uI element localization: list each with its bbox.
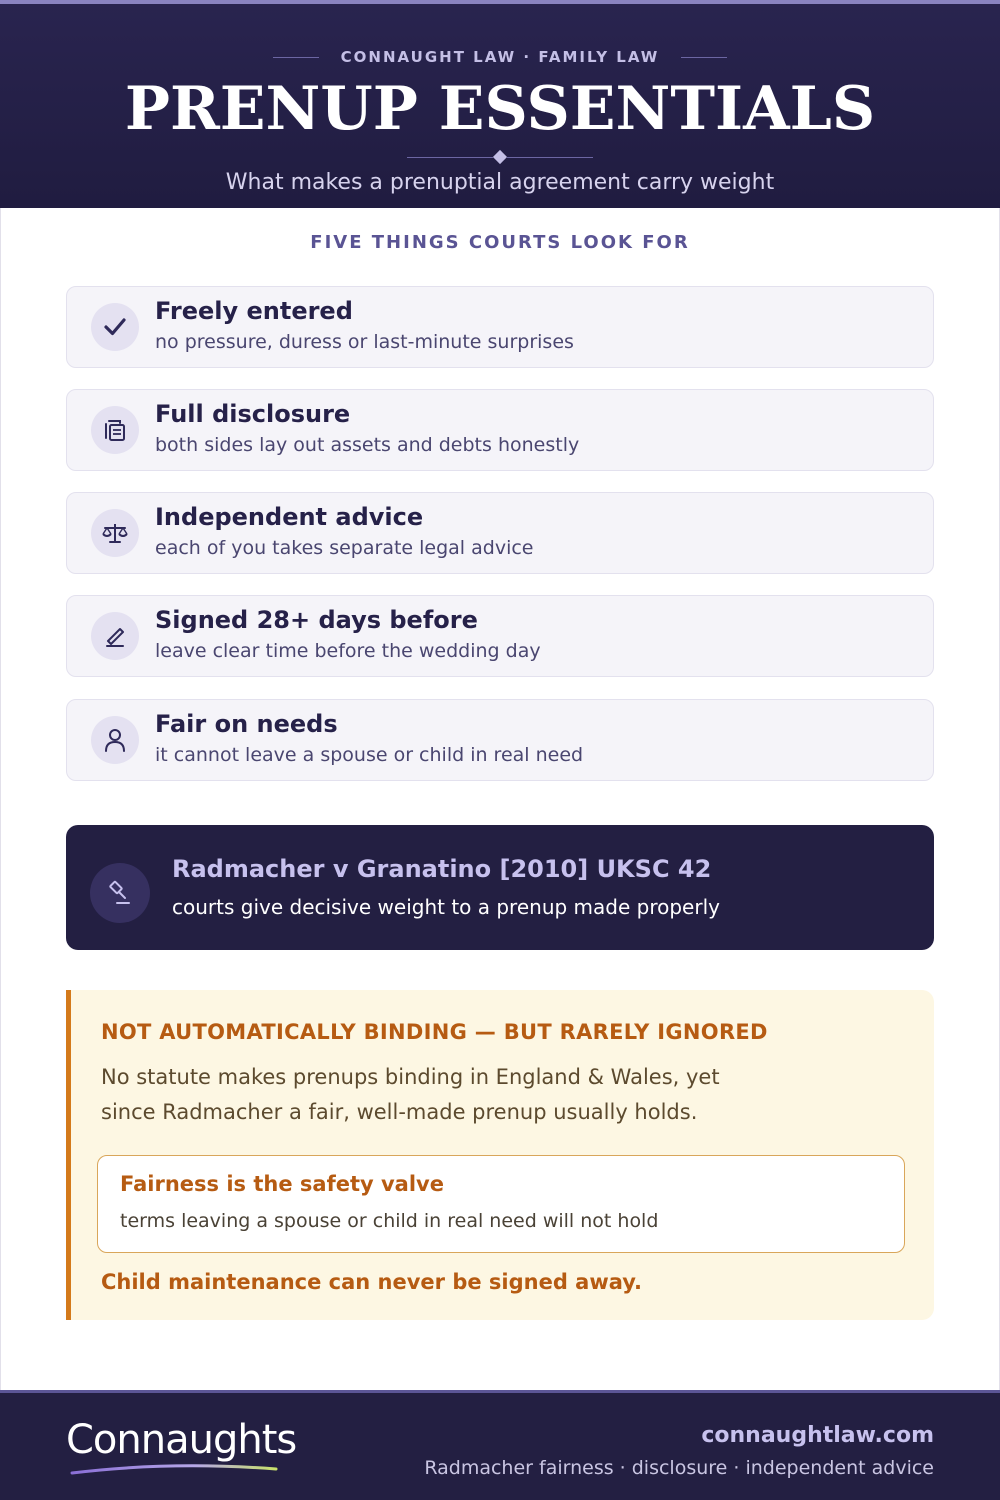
card-description: it cannot leave a spouse or child in real need <box>155 744 584 766</box>
kicker-line-right <box>681 57 727 58</box>
page-title: PRENUP ESSENTIALS <box>124 74 876 144</box>
kicker-row <box>0 48 1000 66</box>
criteria-card-independent-advice <box>66 492 934 574</box>
warning-callout <box>66 990 934 1320</box>
pen-icon <box>91 612 139 660</box>
warning-body <box>101 1060 741 1130</box>
card-title: Freely entered <box>155 297 353 325</box>
gavel-icon <box>90 863 150 923</box>
card-description: each of you takes separate legal advice <box>155 537 534 559</box>
card-description: leave clear time before the wedding day <box>155 640 541 662</box>
warning-body-line: since Radmacher a fair, well-made prenup usually holds. <box>101 1100 698 1124</box>
criteria-card-fair-on-needs <box>66 699 934 781</box>
criteria-card-signed-28-days <box>66 595 934 677</box>
logo-swoosh-icon <box>70 1463 280 1477</box>
criteria-card-full-disclosure <box>66 389 934 471</box>
header-banner <box>0 0 1000 208</box>
documents-icon <box>91 406 139 454</box>
fairness-valve-box <box>97 1155 905 1253</box>
footer <box>0 1390 1000 1500</box>
card-title: Signed 28+ days before <box>155 606 478 634</box>
case-title: Radmacher v Granatino [2010] UKSC 42 <box>172 855 712 883</box>
kicker-line-left <box>273 57 319 58</box>
diamond-icon <box>493 150 507 164</box>
divider-line-left <box>407 157 493 158</box>
card-description: no pressure, duress or last-minute surprises <box>155 331 574 353</box>
warning-title: NOT AUTOMATICALLY BINDING — BUT RARELY IGNORED <box>101 1020 768 1044</box>
case-description: courts give decisive weight to a prenup made properly <box>172 895 720 919</box>
kicker-text: CONNAUGHT LAW · FAMILY LAW <box>340 48 660 66</box>
footer-tagline: Radmacher fairness · disclosure · independent advice <box>424 1457 934 1479</box>
card-title: Independent advice <box>155 503 424 531</box>
brand-logo: Connaughts <box>66 1417 297 1463</box>
check-icon <box>91 303 139 351</box>
title-divider <box>0 152 1000 162</box>
scales-icon <box>91 509 139 557</box>
valve-title: Fairness is the safety valve <box>120 1172 444 1196</box>
card-description: both sides lay out assets and debts honestly <box>155 434 580 456</box>
case-citation-box <box>66 825 934 950</box>
page-subtitle: What makes a prenuptial agreement carry weight <box>225 170 775 195</box>
divider-line-right <box>507 157 593 158</box>
section-heading: FIVE THINGS COURTS LOOK FOR <box>310 232 690 253</box>
footer-website-link[interactable]: connaughtlaw.com <box>701 1423 934 1448</box>
warning-body-line: No statute makes prenups binding in England & Wales, yet <box>101 1065 720 1089</box>
card-title: Full disclosure <box>155 400 351 428</box>
valve-description: terms leaving a spouse or child in real need will not hold <box>120 1210 659 1232</box>
card-title: Fair on needs <box>155 710 338 738</box>
warning-footnote: Child maintenance can never be signed away. <box>101 1270 643 1294</box>
criteria-card-freely-entered <box>66 286 934 368</box>
person-icon <box>91 716 139 764</box>
